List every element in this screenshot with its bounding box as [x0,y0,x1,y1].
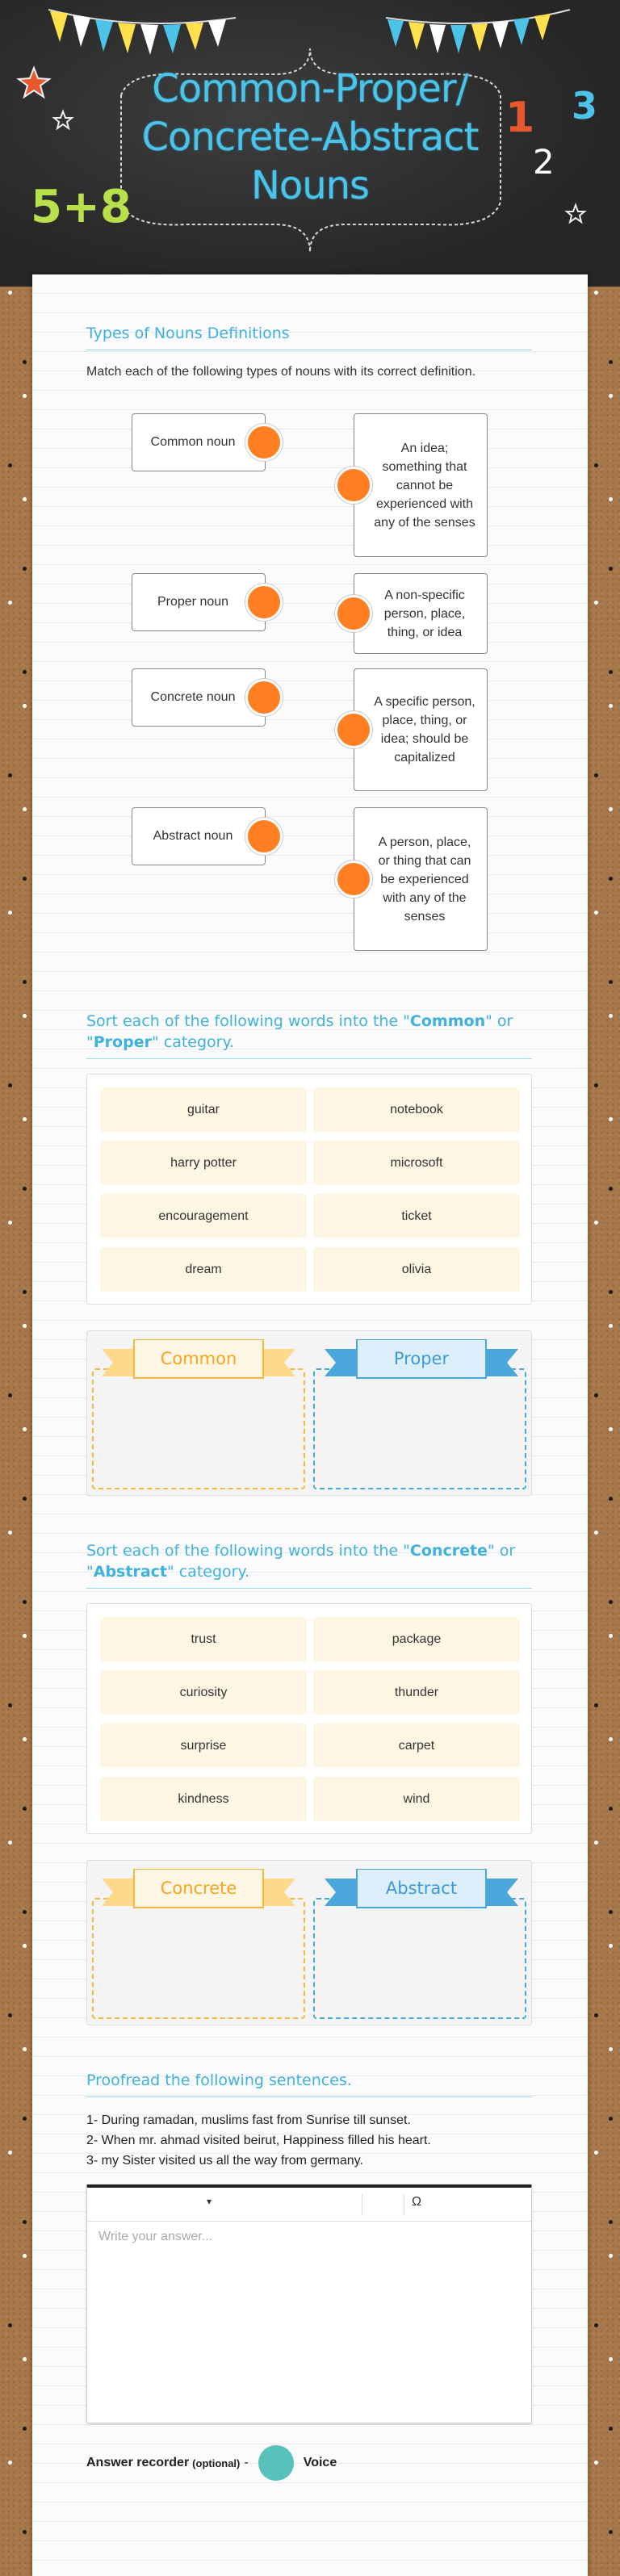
decorative-dot [609,394,613,398]
definition-connector-knob[interactable] [335,467,372,504]
term-connector-knob[interactable] [245,818,283,855]
decorative-dot [23,670,27,674]
word-chip[interactable]: carpet [313,1724,520,1768]
decorative-dot [609,980,613,984]
decorative-dot [609,807,613,811]
decorative-dot [23,1187,27,1191]
chalk-number-2: 2 [533,142,555,182]
decorative-dot [8,1531,12,1535]
editor-toolbar [87,2188,531,2222]
term-connector-knob[interactable] [245,424,283,461]
sort2-heading-post: " category. [166,1563,250,1581]
voice-label: Voice [303,2456,337,2469]
bin-proper-ribbon [325,1339,518,1386]
term-connector-knob[interactable] [245,584,283,621]
sort2-bins [86,1860,532,2025]
title-line-2: Concrete-Abstract [141,115,479,160]
decorative-dot [23,360,27,364]
sort2-cat-b: Abstract [93,1563,167,1581]
decorative-dot [594,1703,598,1707]
decorative-dot [609,1427,613,1431]
decorative-dot [609,1634,613,1638]
decorative-dot [609,2427,613,2431]
decorative-dot [23,1014,27,1018]
decorative-dot [8,1221,12,1225]
bin-abstract-dropzone[interactable] [313,1898,526,2019]
decorative-dot [594,2461,598,2465]
decorative-dot [8,2013,12,2017]
sort1-heading-pre: Sort each of the following words into the " [86,1012,410,1030]
decorative-dot [23,980,27,984]
chalk-number-1: 1 [505,94,535,142]
decorative-dot [609,497,613,501]
sort1-cat-a: Common [409,1012,486,1030]
chevron-down-icon[interactable]: ▾ [207,2196,212,2207]
recorder-optional: (optional) [192,2457,241,2469]
word-chip[interactable]: ticket [313,1194,520,1238]
word-chip[interactable]: notebook [313,1087,520,1132]
sort2-heading-pre: Sort each of the following words into the " [86,1542,410,1560]
word-chip[interactable]: package [313,1617,520,1661]
decorative-dot [609,1187,613,1191]
bin-common-label: Common [160,1349,237,1368]
decorative-dot [23,497,27,501]
title-line-3: Nouns [250,163,370,208]
sort1-word-bank [86,1074,532,1305]
decorative-dot [594,2151,598,2155]
definitions-instruction: Match each of the following types of nouns with its correct definition. [86,365,476,379]
decorative-dot [609,1737,613,1741]
decorative-dot [609,1014,613,1018]
decorative-dot [23,2220,27,2224]
decorative-dot [594,911,598,915]
decorative-dot [594,2013,598,2017]
bin-abstract-label: Abstract [385,1879,458,1898]
decorative-dot [23,704,27,708]
word-chip[interactable]: olivia [313,1247,520,1292]
decorative-dot [594,2323,598,2327]
decorative-dot [609,1290,613,1294]
decorative-dot [594,1531,598,1535]
chalkboard-header [0,0,620,287]
decorative-dot [609,670,613,674]
decorative-dot [23,1427,27,1431]
left-dot-strip [0,291,32,2576]
decorative-dot [23,2047,27,2051]
answer-editor [86,2184,532,2423]
word-chip[interactable]: kindness [100,1777,307,1821]
decorative-dot [609,2254,613,2258]
definitions-heading: Types of Nouns Definitions [86,323,532,350]
decorative-dot [609,1497,613,1501]
decorative-dot [8,773,12,777]
decorative-dot [594,1841,598,1845]
decorative-dot [609,1944,613,1948]
decorative-dot [594,601,598,605]
decorative-dot [609,2047,613,2051]
sort1-bins [86,1330,532,1496]
decorative-dot [609,2530,613,2534]
decorative-dot [8,291,12,295]
decorative-dot [23,1944,27,1948]
decorative-dot [609,2220,613,2224]
recorder-dash: - [244,2456,249,2469]
proofread-sentences [86,2110,532,2171]
definition-specific-capitalized[interactable]: A specific person, place, thing, or idea; should be capitalized [354,668,488,791]
decorative-dot [609,1600,613,1604]
sentence-2: 2- When mr. ahmad visited beirut, Happiness filled his heart. [86,2134,431,2147]
decorative-dot [23,877,27,881]
decorative-dot [23,1910,27,1914]
decorative-dot [23,2357,27,2361]
decorative-dot [609,360,613,364]
definition-connector-knob[interactable] [335,595,372,632]
record-voice-button[interactable] [258,2445,294,2481]
sentence-1: 1- During ramadan, muslims fast from Sunrise till sunset. [86,2113,411,2127]
sort1-heading [86,1011,532,1059]
decorative-dot [23,1737,27,1741]
decorative-dot [609,2357,613,2361]
title-line-1: Common-Proper/ [152,66,468,111]
decorative-dot [609,877,613,881]
word-chip[interactable]: microsoft [313,1141,520,1185]
decorative-dot [23,1324,27,1328]
decorative-dot [23,2254,27,2258]
word-chip[interactable]: dream [100,1247,307,1292]
decorative-dot [8,463,12,467]
term-connector-knob[interactable] [245,679,283,716]
bin-proper-dropzone[interactable] [313,1368,526,1489]
definition-experienced-senses[interactable]: A person, place, or thing that can be experienced with any of the senses [354,807,488,951]
decorative-dot [609,1117,613,1121]
decorative-dot [8,601,12,605]
decorative-dot [23,2530,27,2534]
decorative-dot [609,1324,613,1328]
decorative-dot [8,2151,12,2155]
decorative-dot [23,1807,27,1811]
decorative-dot [8,2461,12,2465]
sort1-heading-post: " category. [151,1033,235,1051]
decorative-dot [8,1841,12,1845]
right-dot-strip [588,291,620,2576]
term-common-noun[interactable]: Common noun [132,413,266,471]
decorative-dot [594,1083,598,1087]
chalk-number-3: 3 [572,84,598,128]
decorative-dot [594,773,598,777]
decorative-dot [609,2117,613,2121]
decorative-dot [23,2427,27,2431]
term-proper-noun[interactable]: Proper noun [132,573,266,631]
word-chip[interactable]: harry potter [100,1141,307,1185]
word-chip[interactable]: guitar [100,1087,307,1132]
word-chip[interactable]: curiosity [100,1670,307,1715]
proofread-heading: Proofread the following sentences. [86,2070,532,2097]
sort1-heading-mid: " or " [86,1012,513,1051]
recorder-label: Answer recorder [86,2456,190,2469]
bin-proper-label: Proper [393,1349,450,1368]
sort1-cat-b: Proper [93,1033,152,1051]
definition-non-specific[interactable]: A non-specific person, place, thing, or idea [354,573,488,654]
decorative-dot [23,2117,27,2121]
decorative-dot [8,911,12,915]
answer-recorder [86,2444,337,2482]
bin-concrete-ribbon [102,1869,295,1916]
word-chip[interactable]: wind [313,1777,520,1821]
decorative-dot [23,394,27,398]
decorative-dot [23,807,27,811]
sentence-3: 3- my Sister visited us all the way from germany. [86,2154,363,2168]
definition-connector-knob[interactable] [335,711,372,748]
bin-common-dropzone[interactable] [92,1368,305,1489]
bin-concrete-dropzone[interactable] [92,1898,305,2019]
sort2-word-bank [86,1603,532,1834]
definition-idea-not-senses[interactable]: An idea; something that cannot be experienced with any of the senses [354,413,488,557]
word-chip[interactable]: surprise [100,1724,307,1768]
definition-connector-knob[interactable] [335,861,372,898]
special-character-icon[interactable]: Ω [412,2195,421,2209]
decorative-dot [594,1393,598,1397]
bin-concrete-label: Concrete [160,1879,237,1898]
sort2-cat-a: Concrete [409,1542,488,1560]
decorative-dot [609,1910,613,1914]
decorative-dot [609,1807,613,1811]
decorative-dot [594,1221,598,1225]
decorative-dot [609,704,613,708]
bin-common-ribbon [102,1339,295,1386]
page-title [0,65,620,210]
term-concrete-noun[interactable]: Concrete noun [132,668,266,727]
decorative-dot [23,1497,27,1501]
decorative-dot [594,463,598,467]
chalk-math: 5+8 [31,181,132,233]
term-abstract-noun[interactable]: Abstract noun [132,807,266,865]
bin-abstract-ribbon [325,1869,518,1916]
decorative-dot [23,567,27,571]
sort2-heading [86,1540,532,1589]
decorative-dot [23,1117,27,1121]
decorative-dot [594,291,598,295]
word-chip[interactable]: thunder [313,1670,520,1715]
decorative-dot [8,1393,12,1397]
decorative-dot [23,1290,27,1294]
decorative-dot [609,567,613,571]
decorative-dot [23,1634,27,1638]
sort2-heading-mid: " or " [86,1542,516,1581]
word-chip[interactable]: encouragement [100,1194,307,1238]
answer-textarea[interactable]: Write your answer... [98,2230,213,2243]
decorative-dot [8,1083,12,1087]
decorative-dot [8,2323,12,2327]
decorative-dot [23,1600,27,1604]
decorative-dot [8,1703,12,1707]
word-chip[interactable]: trust [100,1617,307,1661]
